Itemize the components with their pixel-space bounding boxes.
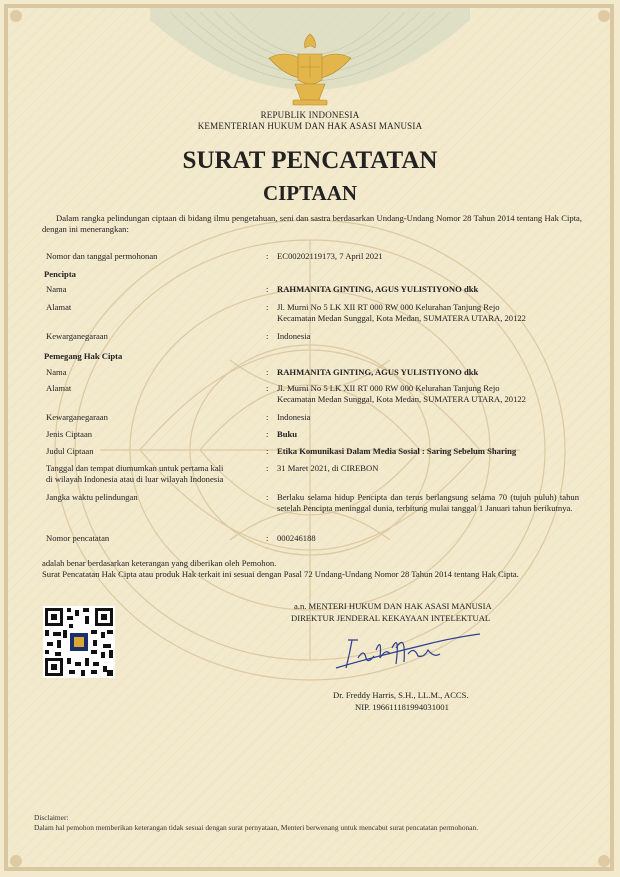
work-announce: 31 Maret 2021, di CIREBON — [277, 463, 379, 473]
signatory-name: Dr. Freddy Harris, S.H., LL.M., ACCS. — [333, 690, 469, 700]
creator-address-label: Alamat — [46, 302, 72, 312]
signatory-position: DIREKTUR JENDERAL KEKAYAAN INTELEKTUAL — [291, 613, 491, 623]
signatory-on-behalf: a.n. MENTERI HUKUM DAN HAK ASASI MANUSIA — [294, 601, 492, 611]
work-period: Berlaku selama hidup Pencipta dan terus berlangsung selama 70 (tujuh puluh) tahun setelah Pencipta meninggal dunia, terhitung mulai tanggal 1 Januari tahun berikutnya. — [277, 492, 579, 513]
creator-citizenship: Indonesia — [277, 331, 311, 341]
creator-citizenship-label: Kewarganegaraan — [46, 331, 108, 341]
section-creator: Pencipta — [44, 269, 76, 279]
holder-address-line1: Jl. Murni No 5 LK XII RT 000 RW 000 Kelurahan Tanjung Rejo — [277, 383, 500, 393]
work-announce-label-2: di wilayah Indonesia atau di luar wilayah Indonesia — [46, 473, 224, 484]
holder-address-label: Alamat — [46, 383, 72, 393]
handwritten-signature — [330, 628, 490, 678]
intro-paragraph: Dalam rangka pelindungan ciptaan di bidang ilmu pengetahuan, seni dan sastra berdasarkan Undang-Undang Nomor 28 Tahun 2014 tentang Hak Cipta, dengan ini menerangkan: — [42, 213, 582, 234]
closing-line-1: adalah benar berdasarkan keterangan yang diberikan oleh Pemohon. — [42, 558, 277, 568]
creator-name: RAHMANITA GINTING, AGUS YULISTIYONO dkk — [277, 284, 479, 294]
document-subtitle: CIPTAAN — [262, 181, 358, 205]
colon: : — [266, 251, 269, 261]
holder-address-line2: Kecamatan Medan Sunggal, Kota Medan, SUMATERA UTARA, 20122 — [277, 393, 526, 404]
closing-line-2: Surat Pencatatan Hak Cipta atau produk Hak terkait ini sesuai dengan Pasal 72 Undang-Undang Nomor 28 Tahun 2014 tentang Hak Cipta. — [42, 569, 519, 579]
work-title: Etika Komunikasi Dalam Media Sosial : Saring Sebelum Sharing — [277, 446, 517, 456]
garuda-emblem-icon — [265, 28, 355, 110]
signatory-nip: NIP. 196611181994031001 — [355, 702, 449, 712]
document-title: SURAT PENCATATAN — [182, 147, 438, 174]
holder-name-label: Nama — [46, 367, 67, 377]
qr-code-icon — [43, 606, 115, 678]
creator-address-line1: Jl. Murni No 5 LK XII RT 000 RW 000 Kelurahan Tanjung Rejo — [277, 302, 500, 312]
work-title-label: Judul Ciptaan — [46, 446, 94, 456]
section-holder: Pemegang Hak Cipta — [44, 351, 123, 361]
header-ministry: KEMENTERIAN HUKUM DAN HAK ASASI MANUSIA — [197, 121, 423, 131]
application-label: Nomor dan tanggal permohonan — [46, 251, 158, 261]
work-type-label: Jenis Ciptaan — [46, 429, 93, 439]
work-announce-label-1: Tanggal dan tempat diumumkan untuk pertama kali — [46, 463, 224, 473]
record-number-label: Nomor pencatatan — [46, 533, 110, 543]
holder-citizenship: Indonesia — [277, 412, 311, 422]
holder-citizenship-label: Kewarganegaraan — [46, 412, 108, 422]
certificate-page: REPUBLIK INDONESIA KEMENTERIAN HUKUM DAN HAK ASASI MANUSIA SURAT PENCATATAN CIPTAAN Dalam rangka pelindungan ciptaan di bidang ilmu pengetahuan, seni dan sastra berdasarkan Undang-Undang Nomor 28 Tahun 2014 tentang Hak Cipta, dengan ini menerangkan: Nomor dan tanggal permohonan : EC00202119173, 7 April 2021 Pencipta Nama : RAHMANITA GINTING, AGUS YULISTIYONO dkk Alamat : Jl. Murni No 5 LK XII RT 000 RW 000 Kelurahan Tanjung Rejo Kecamatan Medan Sunggal, Kota Medan, SUMATERA UTARA, 20122 Kewarganegaraan : Indonesia Pemegang Hak Cipta Nama : RAHMANITA GINTING, AGUS YULISTIYONO dkk Alamat : Jl. Murni No 5 LK XII RT 000 RW 000 Kelurahan Tanjung Rejo Kecamatan Medan Sunggal, Kota Medan, SUMATERA UTARA, 20122 Kewarganegaraan : Indonesia Jenis Ciptaan : Buku Judul Ciptaan : Etika Komunikasi Dalam Media Sosial : Saring Sebelum Sharing Tanggal dan tempat diumumkan untuk pertama kali di wilayah Indonesia atau di luar wilayah Indonesia : 31 Maret 2021, di CIREBON Jangka waktu pelindungan : Berlaku selama hidup Pencipta dan terus berlangsung selama 70 (tujuh puluh) tahun setelah Pencipta meninggal dunia, terhitung mulai tanggal 1 Januari tahun berikutnya. Nomor pencatatan : 000246188 adalah benar berdasarkan keterangan yang diberikan oleh Pemohon. Surat Pencatatan Hak Cipta atau produk Hak terkait ini sesuai dengan Pasal 72 Undang-Undang Nomor 28 Tahun 2014 tentang Hak Cipta. a.n. MENTERI HUKUM DAN HAK ASASI MANUSIA DIREKTUR JENDERAL KEKAYAAN INTELEKTUAL Dr. Freddy Harris, S.H., LL.M., ACCS. NIP. 196611181994031001 Disclaimer: Dalam hal pemohon memberikan keterangan tidak sesuai dengan surat pernyataan, Menteri berwenang untuk mencabut surat pencatatan permohonan. — [0, 0, 620, 877]
work-period-label: Jangka waktu pelindungan — [46, 492, 138, 502]
holder-name: RAHMANITA GINTING, AGUS YULISTIYONO dkk — [277, 367, 479, 377]
header-country: REPUBLIK INDONESIA — [260, 110, 360, 120]
creator-name-label: Nama — [46, 284, 67, 294]
creator-address-line2: Kecamatan Medan Sunggal, Kota Medan, SUMATERA UTARA, 20122 — [277, 312, 526, 323]
record-number: 000246188 — [277, 533, 316, 543]
disclaimer-text: Dalam hal pemohon memberikan keterangan tidak sesuai dengan surat pernyataan, Menteri berwenang untuk mencabut surat pencatatan permohonan. — [34, 823, 479, 832]
application-value: EC00202119173, 7 April 2021 — [277, 251, 383, 261]
disclaimer-heading: Disclaimer: — [34, 813, 69, 822]
work-type: Buku — [277, 429, 298, 439]
